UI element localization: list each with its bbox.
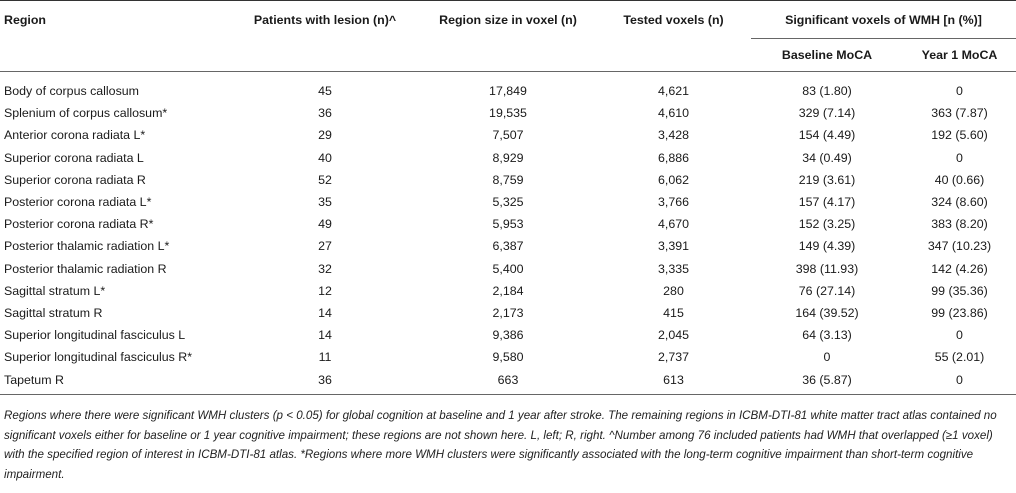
cell-baseline: 76 (27.14) <box>798 283 856 298</box>
cell-tested: 415 <box>663 305 684 320</box>
cell-baseline: 398 (11.93) <box>795 261 859 276</box>
header-patients: Patients with lesion (n)^ <box>253 12 397 27</box>
table-row <box>0 124 1016 146</box>
cell-tested: 3,391 <box>657 239 689 254</box>
cell-year1: 347 (10.23) <box>927 239 992 254</box>
cell-baseline: 329 (7.14) <box>798 106 856 121</box>
cell-region: Superior longitudinal fasciculus R* <box>4 350 193 365</box>
cell-year1: 142 (4.26) <box>931 261 988 276</box>
table-row <box>0 80 1016 102</box>
cell-year1: 324 (8.60) <box>931 195 988 210</box>
cell-patients: 35 <box>318 195 332 210</box>
table-row <box>0 324 1016 346</box>
cell-baseline: 0 <box>823 350 831 365</box>
cell-tested: 3,428 <box>657 128 689 143</box>
header-tested-voxels: Tested voxels (n) <box>623 12 724 27</box>
cell-patients: 14 <box>318 328 332 343</box>
cell-size: 17,849 <box>489 84 527 99</box>
cell-size: 5,400 <box>492 261 524 276</box>
cell-tested: 3,766 <box>657 195 689 210</box>
cell-baseline: 83 (1.80) <box>802 84 852 99</box>
cell-tested: 4,610 <box>657 106 689 121</box>
cell-region: Superior longitudinal fasciculus L <box>4 328 186 343</box>
cell-region: Body of corpus callosum <box>4 84 139 99</box>
cell-baseline: 154 (4.49) <box>798 128 856 143</box>
cell-year1: 0 <box>956 84 963 99</box>
cell-region: Posterior corona radiata R* <box>4 217 154 232</box>
cell-baseline: 152 (3.25) <box>798 217 856 232</box>
cell-patients: 32 <box>318 261 332 276</box>
cell-size: 6,387 <box>492 239 524 254</box>
header-year1-moca: Year 1 MoCA <box>903 39 1016 72</box>
cell-tested: 4,621 <box>657 84 689 99</box>
cell-size: 2,173 <box>492 305 524 320</box>
header-significant-voxels: Significant voxels of WMH [n (%)] <box>751 1 1016 39</box>
cell-tested: 3,335 <box>657 261 689 276</box>
cell-size: 2,184 <box>492 283 524 298</box>
cell-year1: 55 (2.01) <box>934 350 985 365</box>
table-row <box>0 302 1016 324</box>
cell-year1: 192 (5.60) <box>931 128 988 143</box>
cell-region: Posterior corona radiata L* <box>4 195 152 210</box>
cell-region: Superior corona radiata R <box>4 172 146 187</box>
header-region: Region <box>4 12 46 27</box>
cell-region: Anterior corona radiata L* <box>4 128 146 143</box>
header-baseline-moca: Baseline MoCA <box>751 39 903 72</box>
cell-size: 5,325 <box>492 195 524 210</box>
cell-year1: 40 (0.66) <box>934 172 985 187</box>
cell-tested: 613 <box>596 368 751 394</box>
table-body <box>0 80 1016 394</box>
header-row <box>0 1 1016 39</box>
cell-patients: 29 <box>318 128 332 143</box>
table-row <box>0 235 1016 257</box>
table-row <box>0 169 1016 191</box>
cell-patients: 11 <box>318 350 332 365</box>
cell-year1: 0 <box>956 328 963 343</box>
cell-patients: 36 <box>230 368 420 394</box>
cell-tested: 6,062 <box>657 172 689 187</box>
cell-region: Splenium of corpus callosum* <box>4 106 168 121</box>
table-row <box>0 346 1016 368</box>
cell-baseline: 219 (3.61) <box>798 172 856 187</box>
table-row <box>0 102 1016 124</box>
cell-baseline: 149 (4.39) <box>798 239 856 254</box>
table-footnote: Regions where there were significant WMH clusters (p < 0.05) for global cognition at baseline and 1 year after stroke. The remaining regions in ICBM-DTI-81 white matter tract atlas contained no significant voxels either for baseline or 1 year cognitive impairment; these regions are not shown here. L, left; R, right. ^Number among 76 included patients had WMH that overlapped (≥1 voxel) with the specified region of interest in ICBM-DTI-81 atlas. *Regions where more WMH clusters were significantly associated with the long-term cognitive impairment than short-term cognitive impairment. <box>4 409 997 481</box>
cell-patients: 27 <box>318 239 332 254</box>
cell-region: Superior corona radiata L <box>4 150 144 165</box>
table-row <box>0 368 1016 394</box>
cell-patients: 40 <box>318 150 332 165</box>
cell-tested: 2,737 <box>657 350 689 365</box>
cell-tested: 6,886 <box>657 150 689 165</box>
cell-region: Sagittal stratum L* <box>4 283 106 298</box>
cell-baseline: 34 (0.49) <box>802 150 852 165</box>
cell-year1: 0 <box>903 368 1016 394</box>
cell-year1: 99 (23.86) <box>931 305 988 320</box>
cell-year1: 99 (35.36) <box>931 283 988 298</box>
cell-baseline: 164 (39.52) <box>795 305 859 320</box>
cell-patients: 45 <box>318 84 332 99</box>
cell-year1: 0 <box>956 150 963 165</box>
cell-baseline: 157 (4.17) <box>798 195 856 210</box>
cell-tested: 2,045 <box>657 328 689 343</box>
cell-year1: 383 (8.20) <box>931 217 988 232</box>
cell-patients: 36 <box>318 106 332 121</box>
cell-tested: 280 <box>663 283 684 298</box>
table-row <box>0 147 1016 169</box>
cell-patients: 14 <box>318 305 332 320</box>
cell-patients: 52 <box>318 172 332 187</box>
cell-size: 7,507 <box>492 128 524 143</box>
table-row <box>0 213 1016 235</box>
cell-size: 5,953 <box>492 217 524 232</box>
cell-baseline: 36 (5.87) <box>751 368 903 394</box>
cell-tested: 4,670 <box>657 217 689 232</box>
table-row <box>0 191 1016 213</box>
cell-region: Tapetum R <box>0 368 230 394</box>
cell-region: Posterior thalamic radiation R <box>4 261 167 276</box>
cell-size: 8,759 <box>492 172 524 187</box>
cell-baseline: 64 (3.13) <box>802 328 852 343</box>
table-row <box>0 258 1016 280</box>
header-region-size: Region size in voxel (n) <box>439 12 577 27</box>
cell-region: Posterior thalamic radiation L* <box>4 239 170 254</box>
cell-patients: 12 <box>318 283 332 298</box>
table-row <box>0 280 1016 302</box>
cell-size: 19,535 <box>489 106 527 121</box>
cell-patients: 49 <box>318 217 332 232</box>
subheader-row <box>0 39 1016 72</box>
cell-size: 9,580 <box>492 350 524 365</box>
cell-size: 9,386 <box>492 328 524 343</box>
cell-region: Sagittal stratum R <box>4 305 103 320</box>
cell-size: 663 <box>420 368 596 394</box>
cell-year1: 363 (7.87) <box>931 106 988 121</box>
cell-size: 8,929 <box>492 150 524 165</box>
